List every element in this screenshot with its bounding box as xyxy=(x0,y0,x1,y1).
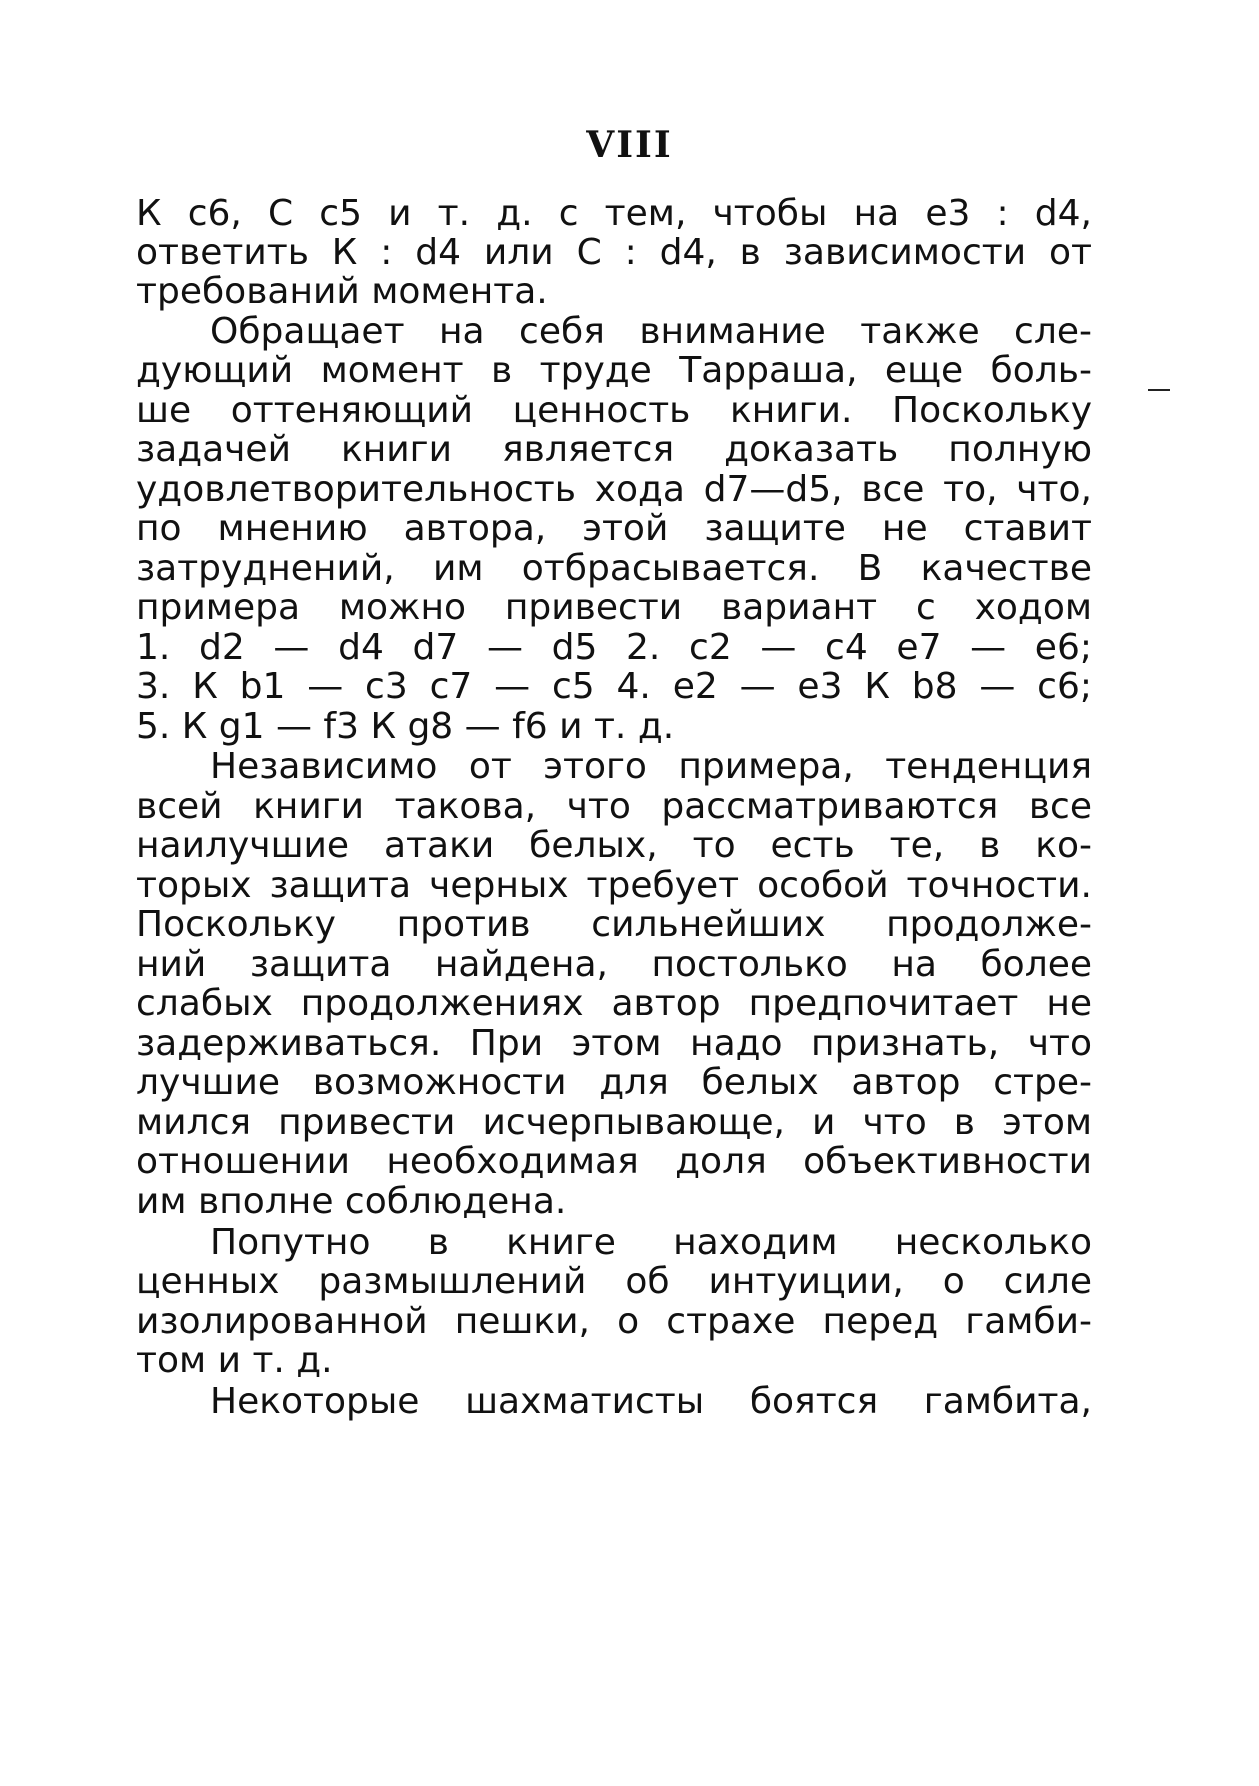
text-line: Поскольку против сильнейших продолже- xyxy=(136,904,1092,945)
text-line: им вполне соблюдена. xyxy=(136,1181,567,1222)
text-line: ценных размышлений об интуиции, о силе xyxy=(136,1261,1092,1302)
text-line: наилучшие атаки белых, то есть те, в ко- xyxy=(136,825,1092,866)
paragraph-first-line: Некоторые шахматисты боятся гамбита, xyxy=(210,1381,1092,1422)
text-line: требований момента. xyxy=(136,271,548,312)
text-line: ше оттеняющий ценность книги. Поскольку xyxy=(136,390,1092,431)
text-line: удовлетворительность хода d7—d5, все то, что, xyxy=(136,469,1092,510)
text-line: слабых продолжениях автор предпочитает не xyxy=(136,983,1092,1024)
page-number: VIII xyxy=(586,124,673,166)
paragraph-first-line: Попутно в книге находим несколько xyxy=(210,1222,1092,1263)
text-line: торых защита черных требует особой точности. xyxy=(136,865,1092,906)
chess-moves-line: 5. К g1 — f3 К g8 — f6 и т. д. xyxy=(136,706,675,747)
text-line: всей книги такова, что рассматриваются все xyxy=(136,786,1092,827)
paragraph-first-line: Обращает на себя внимание также сле- xyxy=(210,311,1092,352)
text-line: затруднений, им отбрасывается. В качестве xyxy=(136,548,1092,589)
text-line: ний защита найдена, постолько на более xyxy=(136,944,1092,985)
text-line: ответить К : d4 или С : d4, в зависимости от xyxy=(136,232,1092,273)
text-line: том и т. д. xyxy=(136,1340,333,1381)
text-line: изолированной пешки, о страхе перед гамби- xyxy=(136,1301,1092,1342)
text-line: задачей книги является доказать полную xyxy=(136,429,1092,470)
text-line: дующий момент в труде Тарраша, еще боль- xyxy=(136,350,1092,391)
paragraph-first-line: Независимо от этого примера, тенденция xyxy=(210,746,1092,787)
text-line: К с6, С с5 и т. д. с тем, чтобы на е3 : d4, xyxy=(136,193,1092,234)
text-line: примера можно привести вариант с ходом xyxy=(136,587,1092,628)
text-line: задерживаться. При этом надо признать, что xyxy=(136,1023,1092,1064)
margin-dash-mark xyxy=(1148,389,1170,391)
chess-moves-line: 3. К b1 — с3 с7 — с5 4. е2 — е3 К b8 — с6; xyxy=(136,666,1092,707)
chess-moves-line: 1. d2 — d4 d7 — d5 2. с2 — с4 е7 — е6; xyxy=(136,627,1092,668)
text-line: лучшие возможности для белых автор стре- xyxy=(136,1062,1092,1103)
text-line: мился привести исчерпывающе, и что в этом xyxy=(136,1102,1092,1143)
text-line: отношении необходимая доля объективности xyxy=(136,1141,1092,1182)
text-line: по мнению автора, этой защите не ставит xyxy=(136,508,1092,549)
